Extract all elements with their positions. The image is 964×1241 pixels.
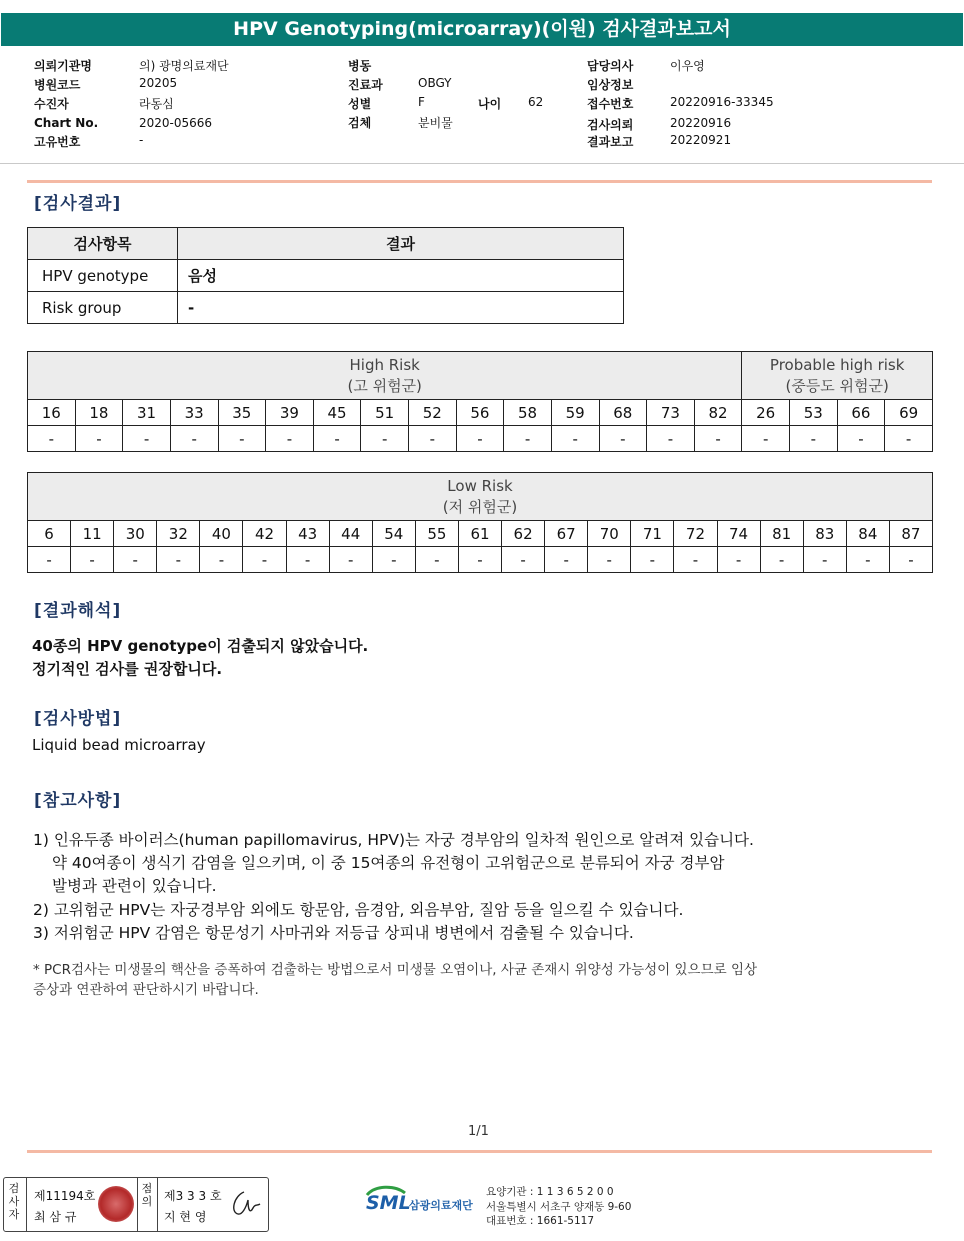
logo-text: SML — [366, 1192, 411, 1214]
genotype-result-cell: - — [28, 426, 76, 452]
reference-2: 2) 고위험군 HPV는 자궁경부암 외에도 항문암, 음경암, 외음부암, 질암 등을 일으킬 수 있습니다. — [33, 901, 684, 919]
org-code: 요양기관 : 1 1 3 6 5 2 0 0 — [486, 1186, 614, 1198]
high-risk-title: High Risk — [349, 355, 420, 374]
interpretation-line-2: 정기적인 검사를 권장합니다. — [32, 660, 223, 678]
label-department: 진료과 — [348, 78, 383, 92]
genotype-cell: 59 — [551, 400, 599, 426]
genotype-result-cell: - — [123, 426, 171, 452]
genotype-cell: 70 — [588, 521, 631, 547]
reference-1c: 발병과 관련이 있습니다. — [52, 877, 217, 895]
divider — [137, 1178, 138, 1231]
label-ward: 병동 — [348, 59, 372, 73]
genotype-result-cell: - — [647, 426, 695, 452]
result-col-result: 결과 — [178, 228, 624, 260]
high-risk-table — [27, 351, 933, 452]
low-risk-table — [27, 472, 933, 573]
reference-1b: 약 40여종이 생식기 감염을 일으키며, 이 중 15여종의 유전형이 고위험군으로 분류되어 자궁 경부암 — [52, 854, 725, 872]
genotype-cell: 18 — [75, 400, 123, 426]
low-risk-title: Low Risk — [447, 476, 513, 495]
value-doctor: 이우영 — [670, 59, 705, 73]
tester-seal-icon — [98, 1186, 134, 1222]
high-risk-subtitle: (고 위험군) — [347, 376, 422, 395]
genotype-result-cell: - — [200, 547, 243, 573]
genotype-cell: 69 — [885, 400, 933, 426]
genotype-result-cell: - — [742, 426, 790, 452]
genotype-cell: 58 — [504, 400, 552, 426]
genotype-result-cell: - — [372, 547, 415, 573]
genotype-cell: 62 — [502, 521, 545, 547]
genotype-cell: 43 — [286, 521, 329, 547]
probable-high-risk-header — [742, 352, 933, 400]
genotype-result-cell: - — [266, 426, 314, 452]
label-chart-no: Chart No. — [34, 116, 99, 130]
genotype-cell: 11 — [71, 521, 114, 547]
genotype-cell: 51 — [361, 400, 409, 426]
genotype-cell: 54 — [372, 521, 415, 547]
genotype-result-cell: - — [361, 426, 409, 452]
genotype-result-cell: - — [694, 426, 742, 452]
tester-license-no: 제11194호 — [34, 1189, 96, 1203]
value-chart-no: 2020-05666 — [139, 116, 213, 130]
genotype-cell: 68 — [599, 400, 647, 426]
divider — [157, 1178, 158, 1231]
genotype-cell: 33 — [170, 400, 218, 426]
reviewer-license-no: 제3 3 3 호 — [164, 1189, 222, 1203]
label-request-date: 검사의뢰 — [587, 118, 634, 132]
genotype-result-cell: - — [837, 426, 885, 452]
genotype-result-cell: - — [502, 547, 545, 573]
label-age: 나이 — [478, 97, 502, 111]
section-title-result: [검사결과] — [34, 194, 122, 214]
genotype-result-cell: - — [75, 426, 123, 452]
genotype-cell: 66 — [837, 400, 885, 426]
probable-high-risk-subtitle: (중등도 위험군) — [785, 376, 889, 395]
label-institution: 의뢰기관명 — [34, 59, 92, 73]
genotype-result-cell: - — [803, 547, 846, 573]
interpretation-line-1: 40종의 HPV genotype이 검출되지 않았습니다. — [32, 637, 369, 655]
genotype-cell: 16 — [28, 400, 76, 426]
genotype-result-cell: - — [409, 426, 457, 452]
label-specimen: 검체 — [348, 116, 372, 130]
label-doctor: 담당의사 — [587, 59, 634, 73]
genotype-cell: 40 — [200, 521, 243, 547]
value-hospital-code: 20205 — [139, 76, 178, 90]
org-name: 삼광의료재단 — [409, 1199, 473, 1212]
label-clinical-info: 임상정보 — [587, 78, 634, 92]
reviewer-label: 점의 — [141, 1182, 153, 1208]
genotype-result-cell: - — [28, 547, 71, 573]
high-risk-results-row — [28, 426, 933, 452]
genotype-cell: 31 — [123, 400, 171, 426]
patient-info-header — [0, 50, 964, 164]
genotype-cell: 71 — [631, 521, 674, 547]
genotype-cell: 53 — [790, 400, 838, 426]
genotype-result-cell: - — [631, 547, 674, 573]
genotype-cell: 52 — [409, 400, 457, 426]
label-sex: 성별 — [348, 97, 372, 111]
value-specimen: 분비물 — [418, 116, 453, 130]
table-row — [28, 292, 624, 324]
genotype-cell: 35 — [218, 400, 266, 426]
genotype-cell: 87 — [889, 521, 932, 547]
signature-icon — [226, 1186, 264, 1222]
genotype-cell: 26 — [742, 400, 790, 426]
reference-3: 3) 저위험군 HPV 감염은 항문성기 사마귀와 저등급 상피내 병변에서 검출될 수 있습니다. — [33, 924, 634, 942]
genotype-cell: 82 — [694, 400, 742, 426]
result-item: HPV genotype — [28, 260, 178, 292]
genotype-result-cell: - — [71, 547, 114, 573]
low-risk-subtitle: (저 위험군) — [442, 497, 518, 516]
genotype-result-cell: - — [157, 547, 200, 573]
genotype-cell: 30 — [114, 521, 157, 547]
genotype-result-cell: - — [114, 547, 157, 573]
divider-bottom — [27, 1150, 932, 1153]
reference-note-1: * PCR검사는 미생물의 핵산을 증폭하여 검출하는 방법으로서 미생물 오염이나, 사균 존재시 위양성 가능성이 있으므로 임상 — [33, 962, 758, 978]
result-value: 음성 — [178, 260, 624, 292]
genotype-result-cell: - — [790, 426, 838, 452]
genotype-cell: 74 — [717, 521, 760, 547]
genotype-cell: 55 — [415, 521, 458, 547]
result-col-item: 검사항목 — [28, 228, 178, 260]
label-report-date: 결과보고 — [587, 135, 634, 149]
low-risk-header — [28, 473, 933, 521]
reference-1a: 1) 인유두종 바이러스(human papillomavirus, HPV)는 자궁 경부암의 일차적 원인으로 알려져 있습니다. — [33, 831, 754, 849]
genotype-cell: 84 — [846, 521, 889, 547]
genotype-cell: 61 — [458, 521, 501, 547]
value-report-date: 20220921 — [670, 133, 732, 147]
section-title-interpretation: [결과해석] — [34, 601, 122, 621]
section-title-method: [검사방법] — [34, 709, 122, 729]
genotype-result-cell: - — [885, 426, 933, 452]
org-phone: 대표번호 : 1661-5117 — [486, 1215, 595, 1227]
sml-logo — [365, 1183, 411, 1215]
label-patient: 수진자 — [34, 97, 69, 111]
genotype-result-cell: - — [504, 426, 552, 452]
genotype-result-cell: - — [286, 547, 329, 573]
divider — [26, 1178, 27, 1231]
reviewer-name: 지 현 영 — [164, 1210, 207, 1224]
genotype-result-cell: - — [674, 547, 717, 573]
table-row — [28, 260, 624, 292]
tester-label: 검사자 — [8, 1182, 20, 1221]
value-patient: 라동심 — [139, 97, 174, 111]
low-risk-types-row — [28, 521, 933, 547]
genotype-result-cell: - — [415, 547, 458, 573]
result-table — [27, 227, 624, 324]
genotype-result-cell: - — [456, 426, 504, 452]
genotype-result-cell: - — [588, 547, 631, 573]
genotype-result-cell: - — [717, 547, 760, 573]
result-item: Risk group — [28, 292, 178, 324]
genotype-cell: 6 — [28, 521, 71, 547]
genotype-result-cell: - — [545, 547, 588, 573]
genotype-result-cell: - — [218, 426, 266, 452]
result-value: - — [178, 292, 624, 324]
high-risk-types-row — [28, 400, 933, 426]
genotype-result-cell: - — [170, 426, 218, 452]
label-unique-no: 고유번호 — [34, 135, 81, 149]
genotype-cell: 73 — [647, 400, 695, 426]
probable-high-risk-title: Probable high risk — [769, 355, 905, 374]
genotype-result-cell: - — [313, 426, 361, 452]
divider-top — [27, 180, 932, 183]
genotype-cell: 56 — [456, 400, 504, 426]
genotype-result-cell: - — [889, 547, 932, 573]
genotype-cell: 81 — [760, 521, 803, 547]
value-sex: F — [418, 95, 425, 109]
tester-name: 최 삼 규 — [34, 1210, 77, 1224]
signature-box — [3, 1177, 269, 1232]
section-title-reference: [참고사항] — [34, 791, 122, 811]
genotype-result-cell: - — [599, 426, 647, 452]
genotype-result-cell: - — [760, 547, 803, 573]
org-address: 서울특별시 서초구 양재동 9-60 — [486, 1201, 632, 1213]
label-receipt-no: 접수번호 — [587, 97, 634, 111]
genotype-result-cell: - — [551, 426, 599, 452]
value-age: 62 — [528, 95, 544, 109]
value-department: OBGY — [418, 76, 452, 90]
value-receipt-no: 20220916-33345 — [670, 95, 774, 109]
genotype-cell: 45 — [313, 400, 361, 426]
high-risk-header — [28, 352, 742, 400]
report-title: HPV Genotyping(microarray)(이원) 검사결과보고서 — [1, 13, 963, 46]
genotype-cell: 42 — [243, 521, 286, 547]
page-number: 1/1 — [468, 1124, 489, 1139]
value-request-date: 20220916 — [670, 116, 732, 130]
genotype-cell: 44 — [329, 521, 372, 547]
genotype-cell: 32 — [157, 521, 200, 547]
value-unique-no: - — [139, 133, 144, 147]
genotype-cell: 67 — [545, 521, 588, 547]
genotype-result-cell: - — [458, 547, 501, 573]
genotype-result-cell: - — [846, 547, 889, 573]
genotype-cell: 39 — [266, 400, 314, 426]
label-hospital-code: 병원코드 — [34, 78, 81, 92]
method-text: Liquid bead microarray — [32, 736, 206, 754]
value-institution: 의) 광명의료재단 — [139, 59, 229, 73]
genotype-result-cell: - — [329, 547, 372, 573]
low-risk-results-row — [28, 547, 933, 573]
genotype-cell: 83 — [803, 521, 846, 547]
genotype-cell: 72 — [674, 521, 717, 547]
genotype-result-cell: - — [243, 547, 286, 573]
reference-note-2: 증상과 연관하여 판단하시기 바랍니다. — [33, 982, 259, 998]
